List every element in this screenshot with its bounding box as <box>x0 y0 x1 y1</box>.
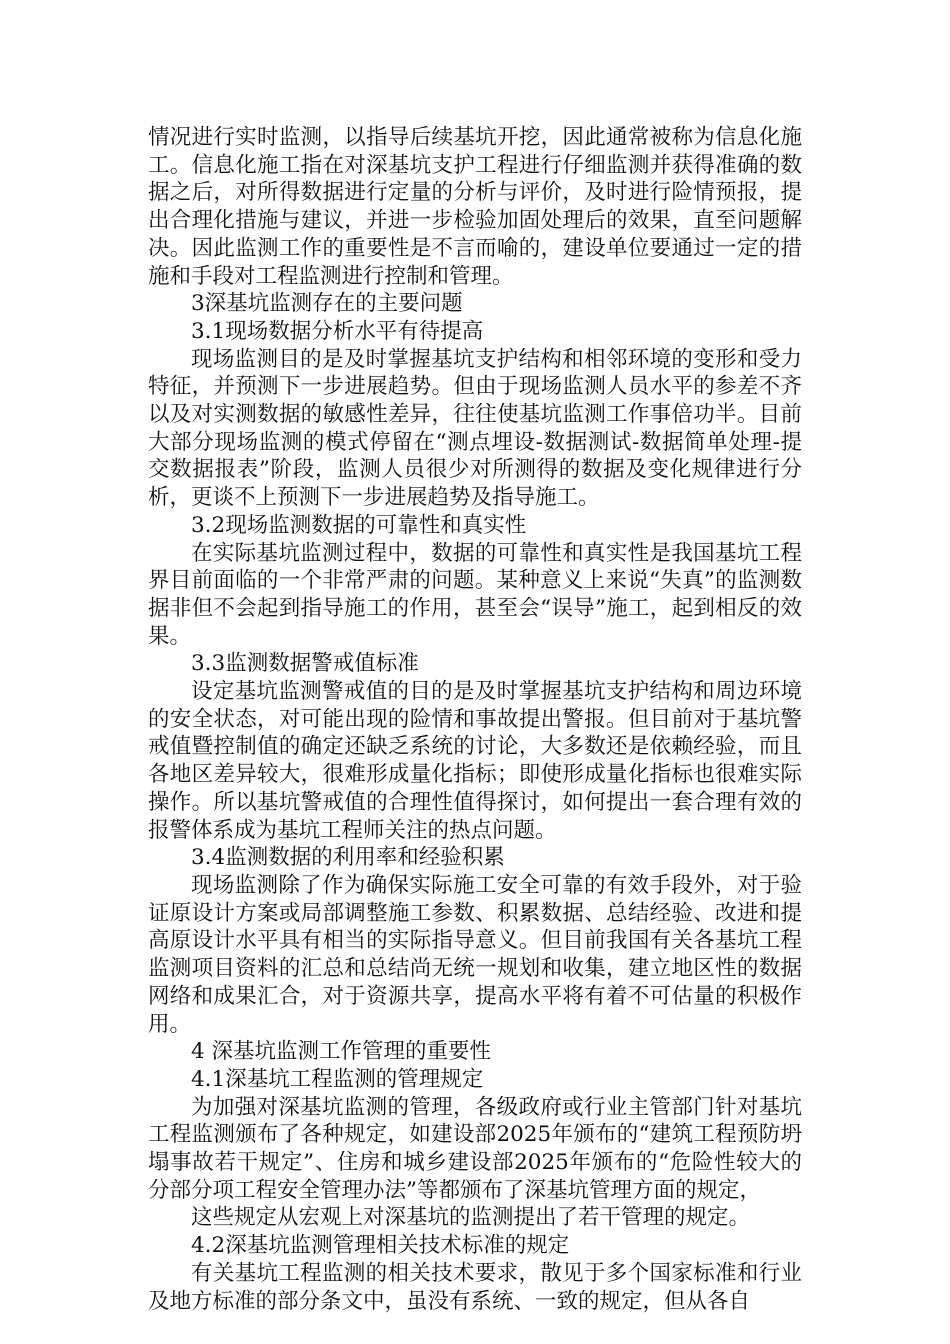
section-heading-4: 4 深基坑监测工作管理的重要性 <box>191 1039 492 1065</box>
subsection-heading-3-1: 3.1现场数据分析水平有待提高 <box>191 318 484 344</box>
subsection-heading-3-3: 3.3监测数据警戒值标准 <box>191 651 419 677</box>
body-paragraph: 现场监测目的是及时掌握基坑支护结构和相邻环境的变形和受力特征，并预测下一步进展趋势。但由于现场监测人员水平的参差不齐以及对实测数据的敏感性差异，往往使基坑监测工作事倍功半。目前大部分现场监测的模式停留在“测点埋设-数据测试-数据简单处理-提交数据报表”阶段，监测人员很少对所测得的数据及变化规律进行分析，更谈不上预测下一步进展趋势及指导施工。 <box>148 346 802 511</box>
subsection-heading-4-1: 4.1深基坑工程监测的管理规定 <box>191 1066 484 1092</box>
body-paragraph: 这些规定从宏观上对深基坑的监测提出了若干管理的规定。 <box>191 1205 751 1231</box>
body-paragraph: 现场监测除了作为确保实际施工安全可靠的有效手段外，对于验证原设计方案或局部调整施工参数、积累数据、总结经验、改进和提高原设计水平具有相当的实际指导意义。但目前我国有关各基坑工程监测项目资料的汇总和总结尚无统一规划和收集，建立地区性的数据网络和成果汇合，对于资源共享，提高水平将有着不可估量的积极作用。 <box>148 872 802 1037</box>
body-paragraph: 设定基坑监测警戒值的目的是及时掌握基坑支护结构和周边环境的安全状态，对可能出现的险情和事故提出警报。但目前对于基坑警戒值暨控制值的确定还缺乏系统的讨论，大多数还是依赖经验，而且各地区差异较大，很难形成量化指标；即使形成量化指标也很难实际操作。所以基坑警戒值的合理性值得探讨，如何提出一套合理有效的报警体系成为基坑工程师关注的热点问题。 <box>148 679 802 843</box>
subsection-heading-4-2: 4.2深基坑监测管理相关技术标准的规定 <box>191 1233 570 1259</box>
body-paragraph: 在实际基坑监测过程中，数据的可靠性和真实性是我国基坑工程界目前面临的一个非常严肃的问题。某种意义上来说“失真”的监测数据非但不会起到指导施工的作用，甚至会“误导”施工，起到相反的效果。 <box>148 540 802 649</box>
subsection-heading-3-2: 3.2现场监测数据的可靠性和真实性 <box>191 512 527 538</box>
subsection-heading-3-4: 3.4监测数据的利用率和经验积累 <box>191 845 505 871</box>
section-heading-3: 3深基坑监测存在的主要问题 <box>191 291 463 317</box>
body-paragraph: 为加强对深基坑监测的管理，各级政府或行业主管部门针对基坑工程监测颁布了各种规定，如建设部2025年颁布的“建筑工程预防坍塌事故若干规定”、住房和城乡建设部2025年颁布的“危险性较大的分部分项工程安全管理办法”等都颁布了深基坑管理方面的规定， <box>148 1094 802 1203</box>
body-paragraph: 情况进行实时监测，以指导后续基坑开挖，因此通常被称为信息化施工。信息化施工指在对深基坑支护工程进行仔细监测并获得准确的数据之后，对所得数据进行定量的分析与评价，及时进行险情预报，提出合理化措施与建议，并进一步检验加固处理后的效果，直至问题解决。因此监测工作的重要性是不言而喻的，建设单位要通过一定的措施和手段对工程监测进行控制和管理。 <box>148 125 802 289</box>
body-paragraph: 有关基坑工程监测的相关技术要求，散见于多个国家标准和行业及地方标准的部分条文中，虽没有系统、一致的规定，但从各自 <box>148 1260 802 1314</box>
document-page <box>148 124 802 1315</box>
